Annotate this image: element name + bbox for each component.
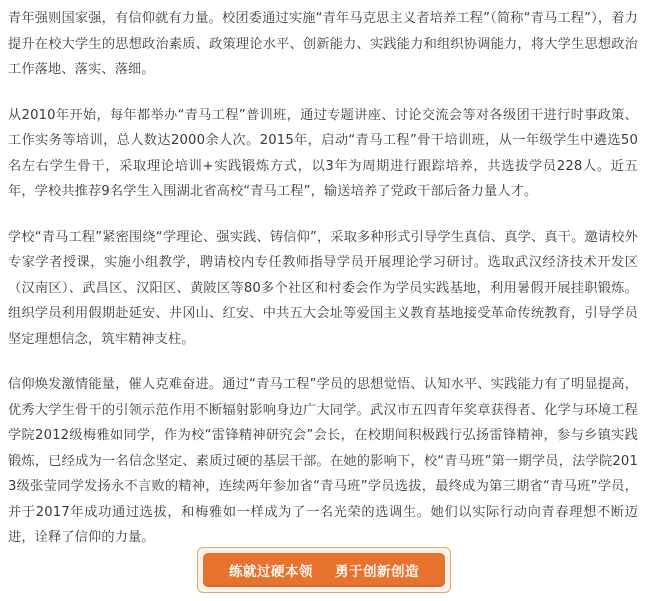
paragraph-program-approach: 学校“青马工程”紧密围绕“学理论、强实践、铸信仰”，采取多种形式引导学生真信、真学、真干。邀请校外专家学者授课，实施小组教学，聘请校内专任教师指导学员开展理论学习研讨。选取武汉经济技术开发区（汉南区）、武昌区、汉阳区、黄陂区等80多个社区和村委会作为学员实践基地，利用暑假开展挂职锻炼。组织学员利用假期赴延安、井冈山、红安、中共五大会址等爱国主义教育基地接受革命传统教育，引导学员坚定理想信念，筑牢精神支柱。 <box>8 229 638 347</box>
slogan-right: 勇于创新创造 <box>335 564 419 580</box>
paragraph-intro: 青年强则国家强，有信仰就有力量。校团委通过实施“青年马克思主义者培养工程”（简称“青马工程”），着力提升在校大学生的思想政治素质、政策理论水平、创新能力、实践能力和组织协调能力，将大学生思想政治工作落地、落实、落细。 <box>8 11 638 77</box>
paragraph-training-history: 从2010年开始，每年都举办“青马工程”普训班，通过专题讲座、讨论交流会等对各级团干进行时事政策、工作实务等培训，总人数达2000余人次。2015年，启动“青马工程”骨干培训班，从一年级学生中遴选50名左右学生骨干，采取理论培训+实践锻炼方式，以3年为周期进行跟踪培养，共选拔学员228人。近五年，学校共推荐9名学生入围湖北省高校“青马工程”，输送培养了党政干部后备力量人才。 <box>8 107 638 199</box>
slogan-banner <box>197 547 451 593</box>
paragraph-outcomes: 信仰焕发激情能量，催人克难奋进。通过“青马工程”学员的思想觉悟、认知水平、实践能力有了明显提高，优秀大学生骨干的引领示范作用不断辐射影响身边广大同学。武汉市五四青年奖章获得者、化学与环境工程学院2012级梅雅如同学，作为校“雷锋精神研究会”会长，在校期间积极践行弘扬雷锋精神，参与乡镇实践锻炼，已经成为一名信念坚定、素质过硬的基层干部。在她的影响下，校“青马班”第一期学员，法学院2013级张莹同学发扬永不言败的精神，连续两年参加省“青马班”学员选拔，最终成为第三期省“青马班”学员，并于2017年成功通过选拔，和梅雅如一样成为了一名光荣的选调生。她们以实际行动向青春理想不断迈进，诠释了信仰的力量。 <box>8 377 638 545</box>
slogan-left: 练就过硬本领 <box>229 564 313 580</box>
slogan-banner-inner <box>203 553 445 587</box>
article-body <box>8 6 638 571</box>
